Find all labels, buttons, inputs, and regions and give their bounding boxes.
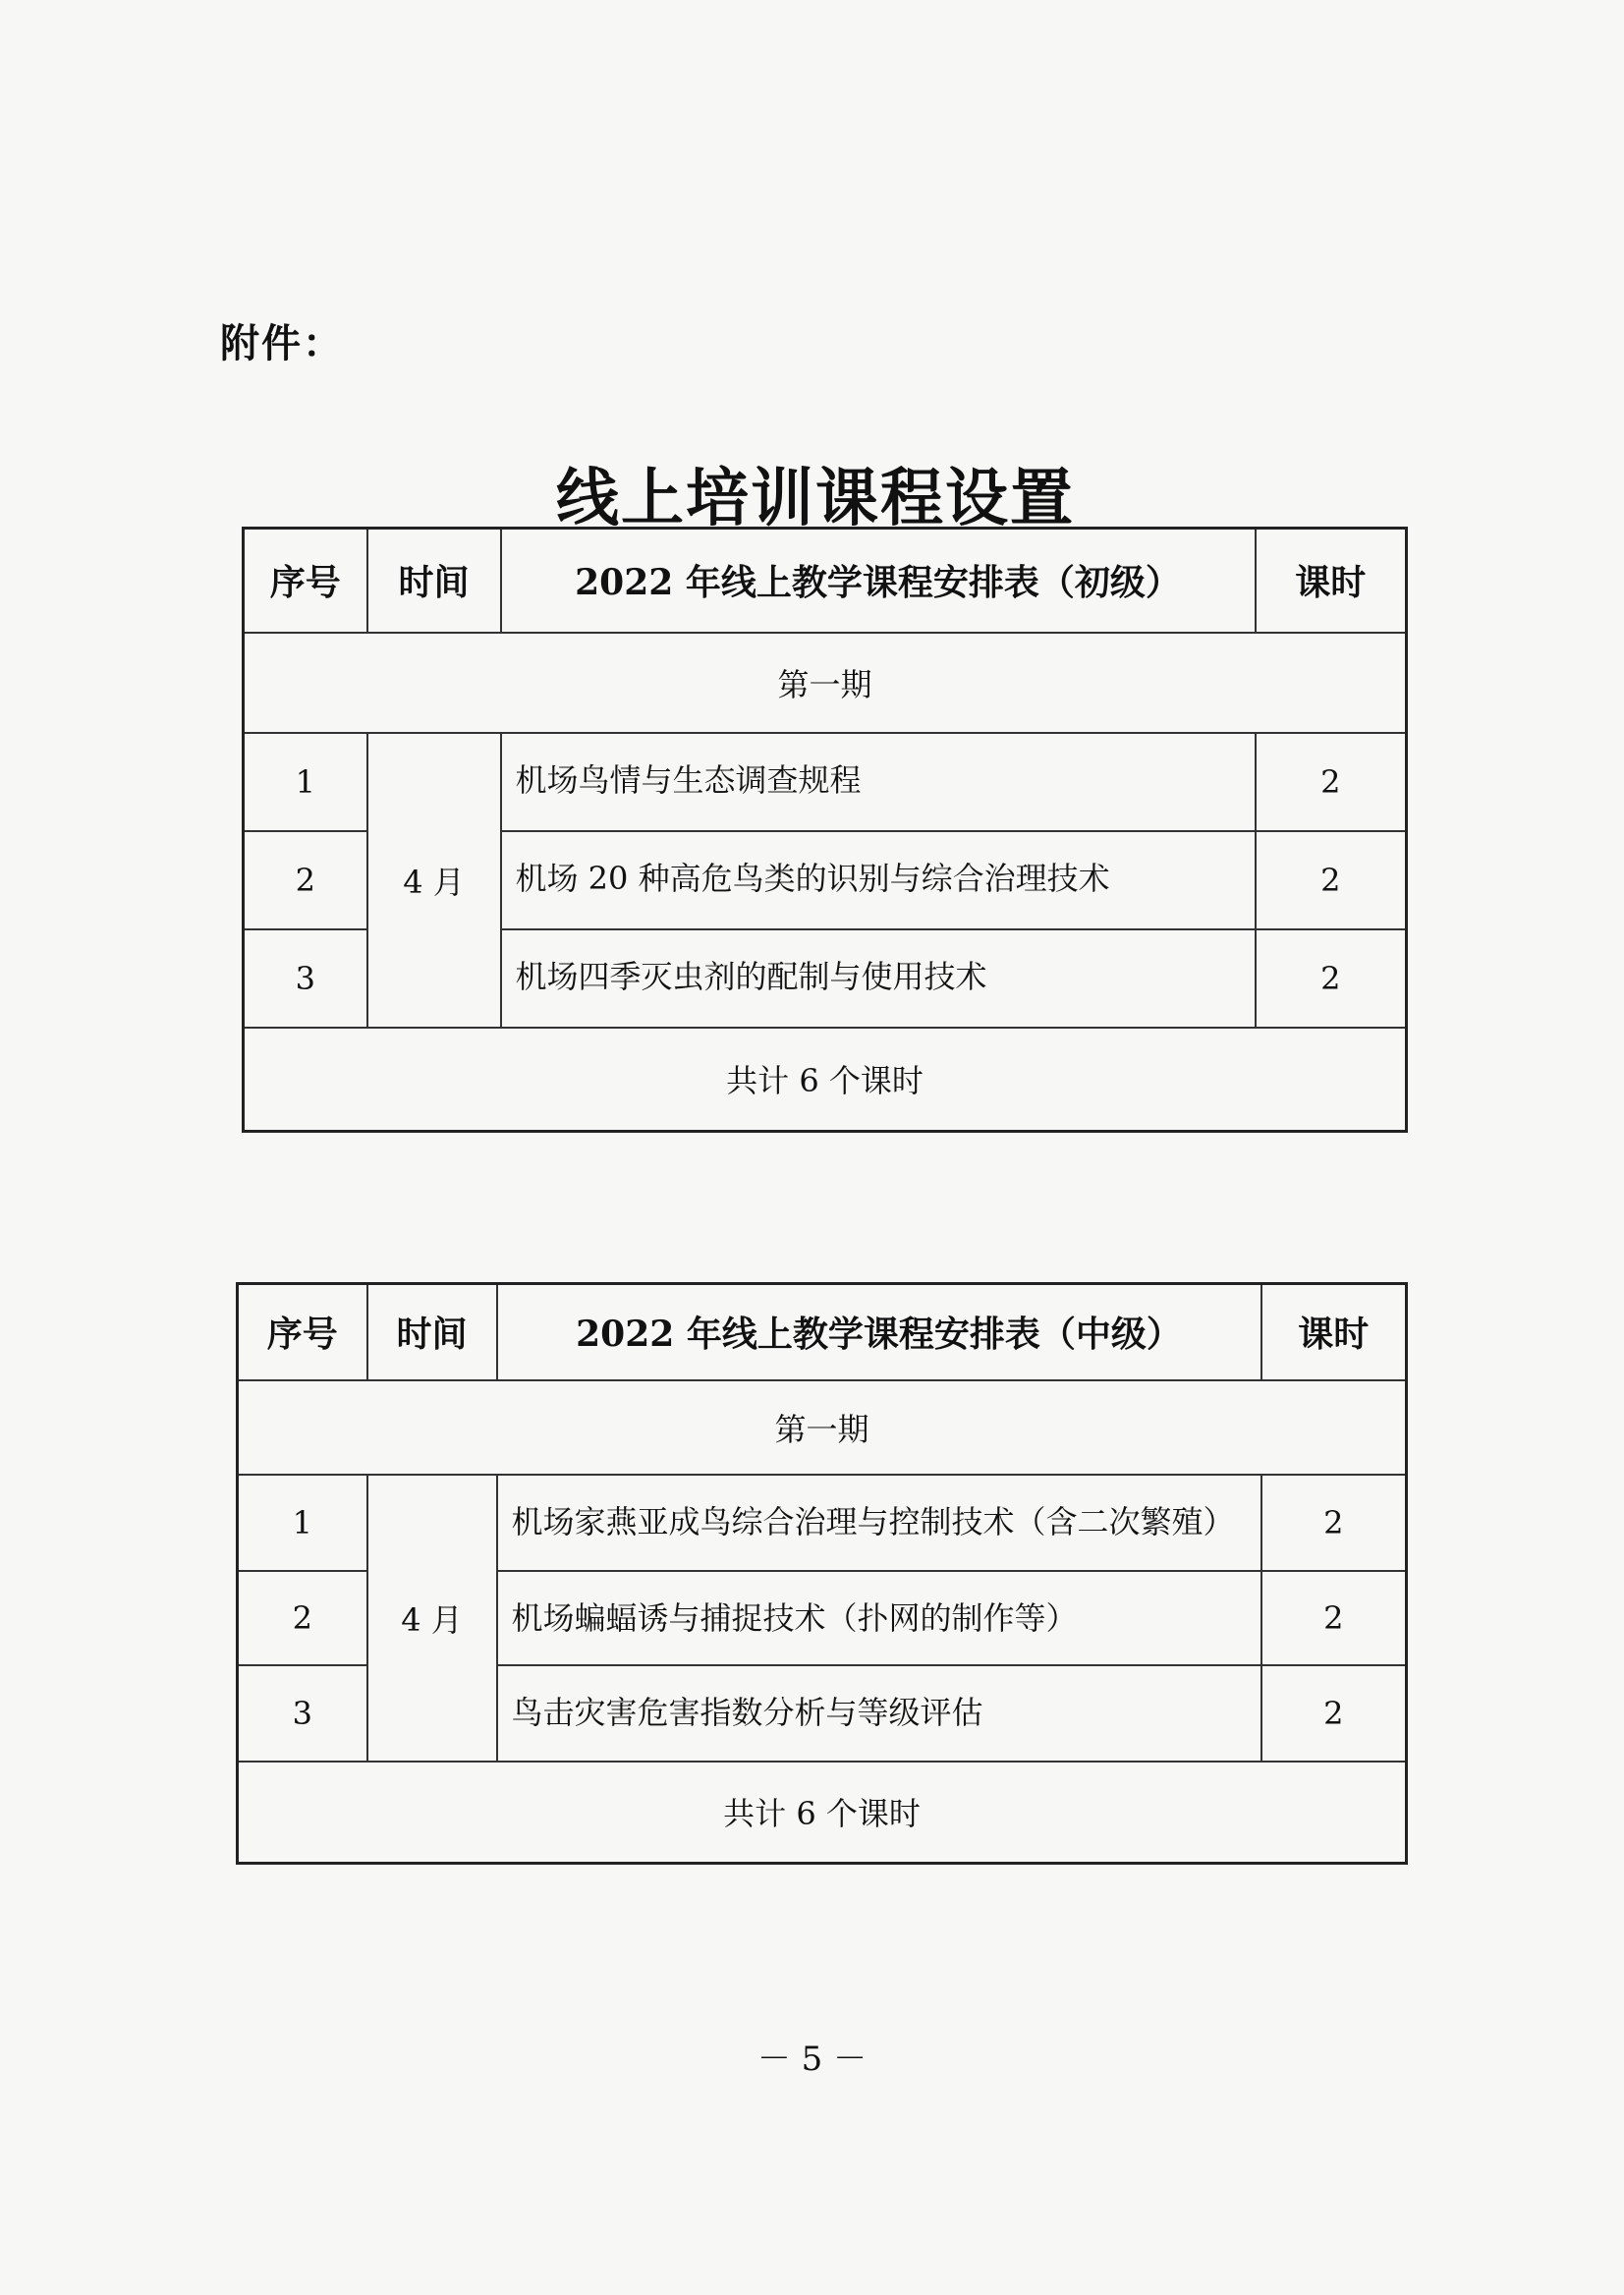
course-name: 机场鸟情与生态调查规程 bbox=[501, 733, 1256, 831]
page-number: － 5 － bbox=[756, 2040, 868, 2079]
page-title: 线上培训课程设置 bbox=[556, 462, 1075, 535]
course-name: 机场四季灭虫剂的配制与使用技术 bbox=[501, 929, 1256, 1028]
course-name: 机场蝙蝠诱与捕捉技术（扑网的制作等） bbox=[497, 1571, 1261, 1665]
table-row bbox=[238, 1475, 1407, 1571]
row-number: 3 bbox=[238, 1665, 367, 1762]
course-hours: 2 bbox=[1256, 929, 1407, 1028]
total-hours: 共计 6 个课时 bbox=[238, 1762, 1407, 1864]
course-table-basic bbox=[242, 527, 1408, 1133]
course-name: 机场 20 种高危鸟类的识别与综合治理技术 bbox=[501, 831, 1256, 929]
table-header-row bbox=[244, 529, 1407, 633]
header-seq: 序号 bbox=[238, 1284, 367, 1380]
period-row bbox=[238, 1380, 1407, 1475]
table-row bbox=[244, 733, 1407, 831]
header-time: 时间 bbox=[367, 529, 501, 633]
course-name: 机场家燕亚成鸟综合治理与控制技术（含二次繁殖） bbox=[497, 1475, 1261, 1571]
course-hours: 2 bbox=[1261, 1571, 1407, 1665]
header-time: 时间 bbox=[367, 1284, 497, 1380]
period-label: 第一期 bbox=[238, 1380, 1407, 1475]
table-header-row bbox=[238, 1284, 1407, 1380]
course-hours: 2 bbox=[1261, 1475, 1407, 1571]
table-heading: 2022 年线上教学课程安排表（初级） bbox=[501, 529, 1256, 633]
table-heading: 2022 年线上教学课程安排表（中级） bbox=[497, 1284, 1261, 1380]
period-row bbox=[244, 633, 1407, 733]
row-number: 1 bbox=[238, 1475, 367, 1571]
attachment-label: 附件： bbox=[220, 321, 344, 366]
header-seq: 序号 bbox=[244, 529, 367, 633]
total-row bbox=[238, 1762, 1407, 1864]
row-number: 2 bbox=[238, 1571, 367, 1665]
course-table-intermediate bbox=[236, 1282, 1408, 1865]
header-hours: 课时 bbox=[1261, 1284, 1407, 1380]
period-label: 第一期 bbox=[244, 633, 1407, 733]
total-row bbox=[244, 1028, 1407, 1132]
course-hours: 2 bbox=[1256, 831, 1407, 929]
month-cell: 4 月 bbox=[367, 733, 501, 1028]
row-number: 1 bbox=[244, 733, 367, 831]
month-cell: 4 月 bbox=[367, 1475, 497, 1762]
course-name: 鸟击灾害危害指数分析与等级评估 bbox=[497, 1665, 1261, 1762]
total-hours: 共计 6 个课时 bbox=[244, 1028, 1407, 1132]
row-number: 2 bbox=[244, 831, 367, 929]
course-hours: 2 bbox=[1256, 733, 1407, 831]
row-number: 3 bbox=[244, 929, 367, 1028]
header-hours: 课时 bbox=[1256, 529, 1407, 633]
course-hours: 2 bbox=[1261, 1665, 1407, 1762]
